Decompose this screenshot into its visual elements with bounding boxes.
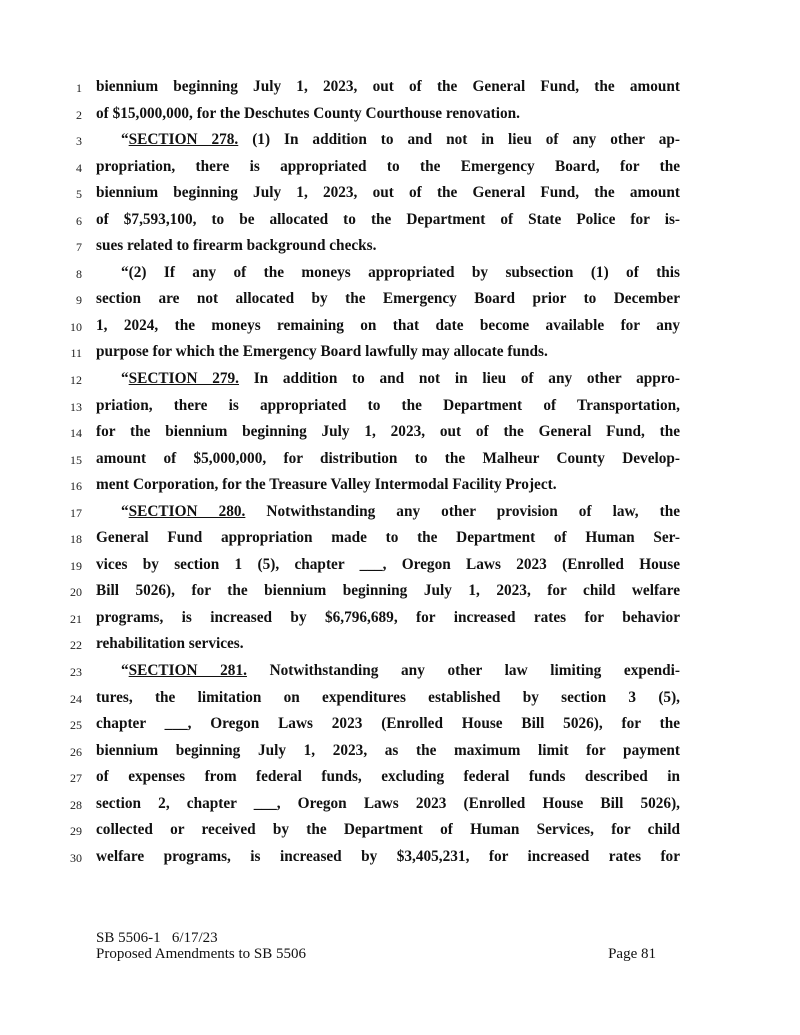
line-number: 7 [76, 240, 82, 255]
line-content: section 2, chapter ___, Oregon Laws 2023 (Enrolled House Bill 5026), [96, 794, 680, 812]
line-text [96, 290, 680, 312]
page-number: Page 81 [608, 946, 656, 962]
line-number: 21 [70, 611, 82, 626]
line-number: 23 [70, 665, 82, 680]
open-quote: “ [121, 131, 129, 149]
line-content: programs, is increased by $6,796,689, for increased rates for behavior [96, 608, 680, 626]
line-number: 18 [70, 532, 82, 547]
document-line [0, 500, 800, 527]
line-number: 3 [76, 134, 82, 149]
line-number: 2 [76, 107, 82, 122]
line-content: for the biennium beginning July 1, 2023, out of the General Fund, the [96, 423, 680, 441]
line-content: “(2) If any of the moneys appropriated by subsection (1) of this [121, 263, 680, 281]
line-content: section are not allocated by the Emergency Board prior to December [96, 290, 680, 308]
line-text [96, 184, 680, 206]
document-line [0, 155, 800, 182]
document-line [0, 75, 800, 102]
line-content: Notwithstanding any other law limiting expendi- [246, 662, 680, 680]
document-line [0, 394, 800, 421]
line-text [96, 689, 680, 711]
line-text [96, 529, 680, 551]
line-number: 8 [76, 266, 82, 281]
document-line [0, 818, 800, 845]
section-heading: SECTION 278. [128, 131, 239, 149]
line-number: 15 [70, 452, 82, 467]
line-number: 28 [70, 797, 82, 812]
line-content: propriation, there is appropriated to the Emergency Board, for the [96, 157, 680, 175]
document-line [0, 447, 800, 474]
line-content: of $7,593,100, to be allocated to the Department of State Police for is- [96, 210, 680, 228]
page-footer [96, 930, 656, 962]
line-number: 10 [70, 319, 82, 334]
footer-bill-id: SB 5506-1 [96, 930, 161, 946]
line-text [96, 423, 680, 445]
line-text [121, 370, 680, 392]
line-text [96, 795, 680, 817]
document-line [0, 181, 800, 208]
document-line [0, 314, 800, 341]
document-body [0, 75, 800, 871]
document-line [0, 553, 800, 580]
line-number: 13 [70, 399, 82, 414]
document-line [0, 261, 800, 288]
document-line [0, 102, 800, 129]
document-line [0, 234, 800, 261]
line-number: 25 [70, 718, 82, 733]
line-text [121, 131, 680, 153]
line-text [96, 556, 680, 578]
document-line [0, 367, 800, 394]
section-heading: SECTION 281. [128, 662, 247, 680]
document-line [0, 845, 800, 872]
footer-bill-line [96, 930, 656, 946]
line-text [96, 78, 680, 100]
line-content: Notwithstanding any other provision of law, the [245, 502, 680, 520]
line-text [121, 662, 680, 684]
line-number: 4 [76, 160, 82, 175]
line-text [121, 264, 680, 286]
open-quote: “ [121, 662, 129, 680]
line-text [96, 635, 680, 657]
line-number: 30 [70, 850, 82, 865]
line-content: priation, there is appropriated to the Department of Transportation, [96, 396, 680, 414]
line-content: welfare programs, is increased by $3,405,231, for increased rates for [96, 847, 680, 865]
line-text [96, 476, 680, 498]
line-text [96, 768, 680, 790]
document-line [0, 473, 800, 500]
document-line [0, 765, 800, 792]
line-number: 24 [70, 691, 82, 706]
line-content: vices by section 1 (5), chapter ___, Oregon Laws 2023 (Enrolled House [96, 555, 680, 573]
line-content: rehabilitation services. [96, 635, 244, 653]
footer-date: 6/17/23 [171, 930, 218, 946]
line-text [96, 397, 680, 419]
line-content: collected or received by the Department of Human Services, for child [96, 821, 680, 839]
line-content: of expenses from federal funds, excluding federal funds described in [96, 768, 680, 786]
line-text [96, 450, 680, 472]
line-number: 20 [70, 585, 82, 600]
line-content: tures, the limitation on expenditures established by section 3 (5), [96, 688, 680, 706]
document-line [0, 287, 800, 314]
line-content: amount of $5,000,000, for distribution to the Malheur County Develop- [96, 449, 680, 467]
line-number: 9 [76, 293, 82, 308]
line-text [96, 609, 680, 631]
line-content: chapter ___, Oregon Laws 2023 (Enrolled House Bill 5026), for the [96, 715, 680, 733]
line-content: biennium beginning July 1, 2023, as the maximum limit for payment [96, 741, 680, 759]
line-number: 11 [70, 346, 82, 361]
document-line [0, 712, 800, 739]
line-content: General Fund appropriation made to the Department of Human Ser- [96, 529, 680, 547]
line-text [96, 343, 680, 365]
line-number: 17 [70, 505, 82, 520]
section-heading: SECTION 280. [128, 502, 246, 520]
line-content: purpose for which the Emergency Board lawfully may allocate funds. [96, 343, 548, 361]
footer-title: Proposed Amendments to SB 5506 [96, 946, 307, 962]
line-number: 6 [76, 213, 82, 228]
line-text [96, 317, 680, 339]
document-line [0, 659, 800, 686]
document-line [0, 420, 800, 447]
line-text [96, 237, 680, 259]
line-text [121, 503, 680, 525]
line-content: of $15,000,000, for the Deschutes County Courthouse renovation. [96, 104, 520, 122]
document-line [0, 739, 800, 766]
line-content: In addition to and not in lieu of any other appro- [239, 370, 680, 388]
line-content: ment Corporation, for the Treasure Valley Intermodal Facility Project. [96, 476, 557, 494]
document-line [0, 792, 800, 819]
line-number: 5 [76, 187, 82, 202]
line-text [96, 848, 680, 870]
document-line [0, 606, 800, 633]
line-content: Bill 5026), for the biennium beginning July 1, 2023, for child welfare [96, 582, 680, 600]
document-line [0, 208, 800, 235]
line-content: sues related to firearm background checks. [96, 237, 377, 255]
document-line [0, 686, 800, 713]
open-quote: “ [121, 502, 129, 520]
line-content: biennium beginning July 1, 2023, out of the General Fund, the amount [96, 78, 680, 95]
line-content: biennium beginning July 1, 2023, out of the General Fund, the amount [96, 184, 680, 202]
line-text [96, 105, 680, 127]
document-line [0, 340, 800, 367]
line-number: 16 [70, 479, 82, 494]
document-line [0, 632, 800, 659]
line-content: 1, 2024, the moneys remaining on that date become available for any [96, 316, 680, 334]
document-line [0, 579, 800, 606]
line-number: 1 [76, 81, 82, 95]
line-number: 12 [70, 373, 82, 388]
line-text [96, 715, 680, 737]
section-heading: SECTION 279. [128, 370, 240, 388]
line-number: 26 [70, 744, 82, 759]
line-number: 27 [70, 771, 82, 786]
line-number: 29 [70, 824, 82, 839]
line-text [96, 821, 680, 843]
line-number: 22 [70, 638, 82, 653]
document-line [0, 128, 800, 155]
open-quote: “ [121, 370, 129, 388]
line-text [96, 582, 680, 604]
line-number: 19 [70, 558, 82, 573]
line-text [96, 211, 680, 233]
line-text [96, 158, 680, 180]
line-text [96, 742, 680, 764]
document-line [0, 526, 800, 553]
line-number: 14 [70, 426, 82, 441]
line-content: (1) In addition to and not in lieu of any other ap- [238, 131, 680, 149]
